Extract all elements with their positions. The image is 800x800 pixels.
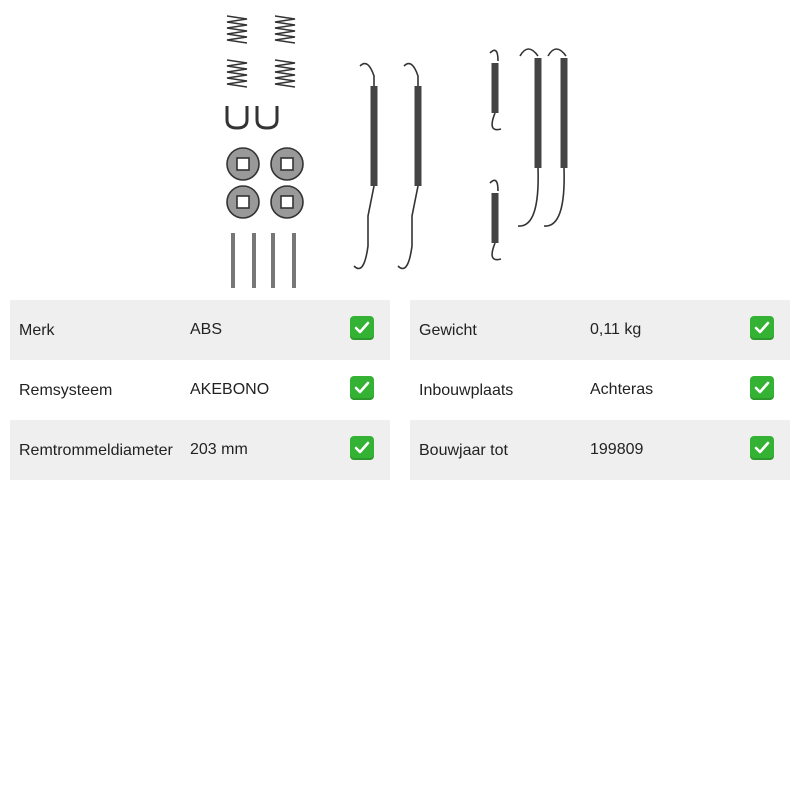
spec-value: Achteras <box>590 381 654 398</box>
clip-1 <box>227 106 247 128</box>
check-icon <box>350 376 374 400</box>
short-spring-1 <box>490 50 501 129</box>
spec-value: 0,11 kg <box>590 321 642 338</box>
spec-value: 203 mm <box>190 441 248 458</box>
product-image <box>215 8 585 292</box>
spec-label: Bouwjaar tot <box>419 442 508 459</box>
spec-table-left <box>10 300 390 480</box>
check-icon <box>750 376 774 400</box>
spec-label: Remtrommeldiameter <box>19 442 173 459</box>
long-spring-2 <box>398 64 418 269</box>
spec-value: 199809 <box>590 441 644 458</box>
spec-label: Gewicht <box>419 322 477 339</box>
spec-label: Merk <box>19 322 55 339</box>
check-icon <box>750 436 774 460</box>
check-icon <box>750 316 774 340</box>
brake-shoe-spring-kit-image <box>215 8 585 292</box>
spec-label: Remsysteem <box>19 382 113 399</box>
spec-row-remtrommeldiameter <box>10 420 390 480</box>
spec-row-remsysteem <box>10 360 390 420</box>
spec-row-inbouwplaats <box>410 360 790 420</box>
small-spring-3 <box>227 60 247 87</box>
hook-spring-1 <box>518 49 538 226</box>
spec-value: AKEBONO <box>190 381 270 398</box>
spec-label: Inbouwplaats <box>419 382 514 399</box>
long-spring-1 <box>354 64 374 269</box>
check-icon <box>350 316 374 340</box>
check-icon <box>350 436 374 460</box>
spec-row-gewicht <box>410 300 790 360</box>
small-spring-1 <box>227 16 247 43</box>
spec-row-bouwjaar-tot <box>410 420 790 480</box>
small-spring-4 <box>275 60 295 87</box>
small-spring-2 <box>275 16 295 43</box>
spec-table-right <box>410 300 790 480</box>
hook-spring-2 <box>544 49 566 226</box>
short-spring-2 <box>490 180 501 259</box>
spec-value: ABS <box>190 321 223 338</box>
clip-2 <box>257 106 277 128</box>
spec-row-merk <box>10 300 390 360</box>
